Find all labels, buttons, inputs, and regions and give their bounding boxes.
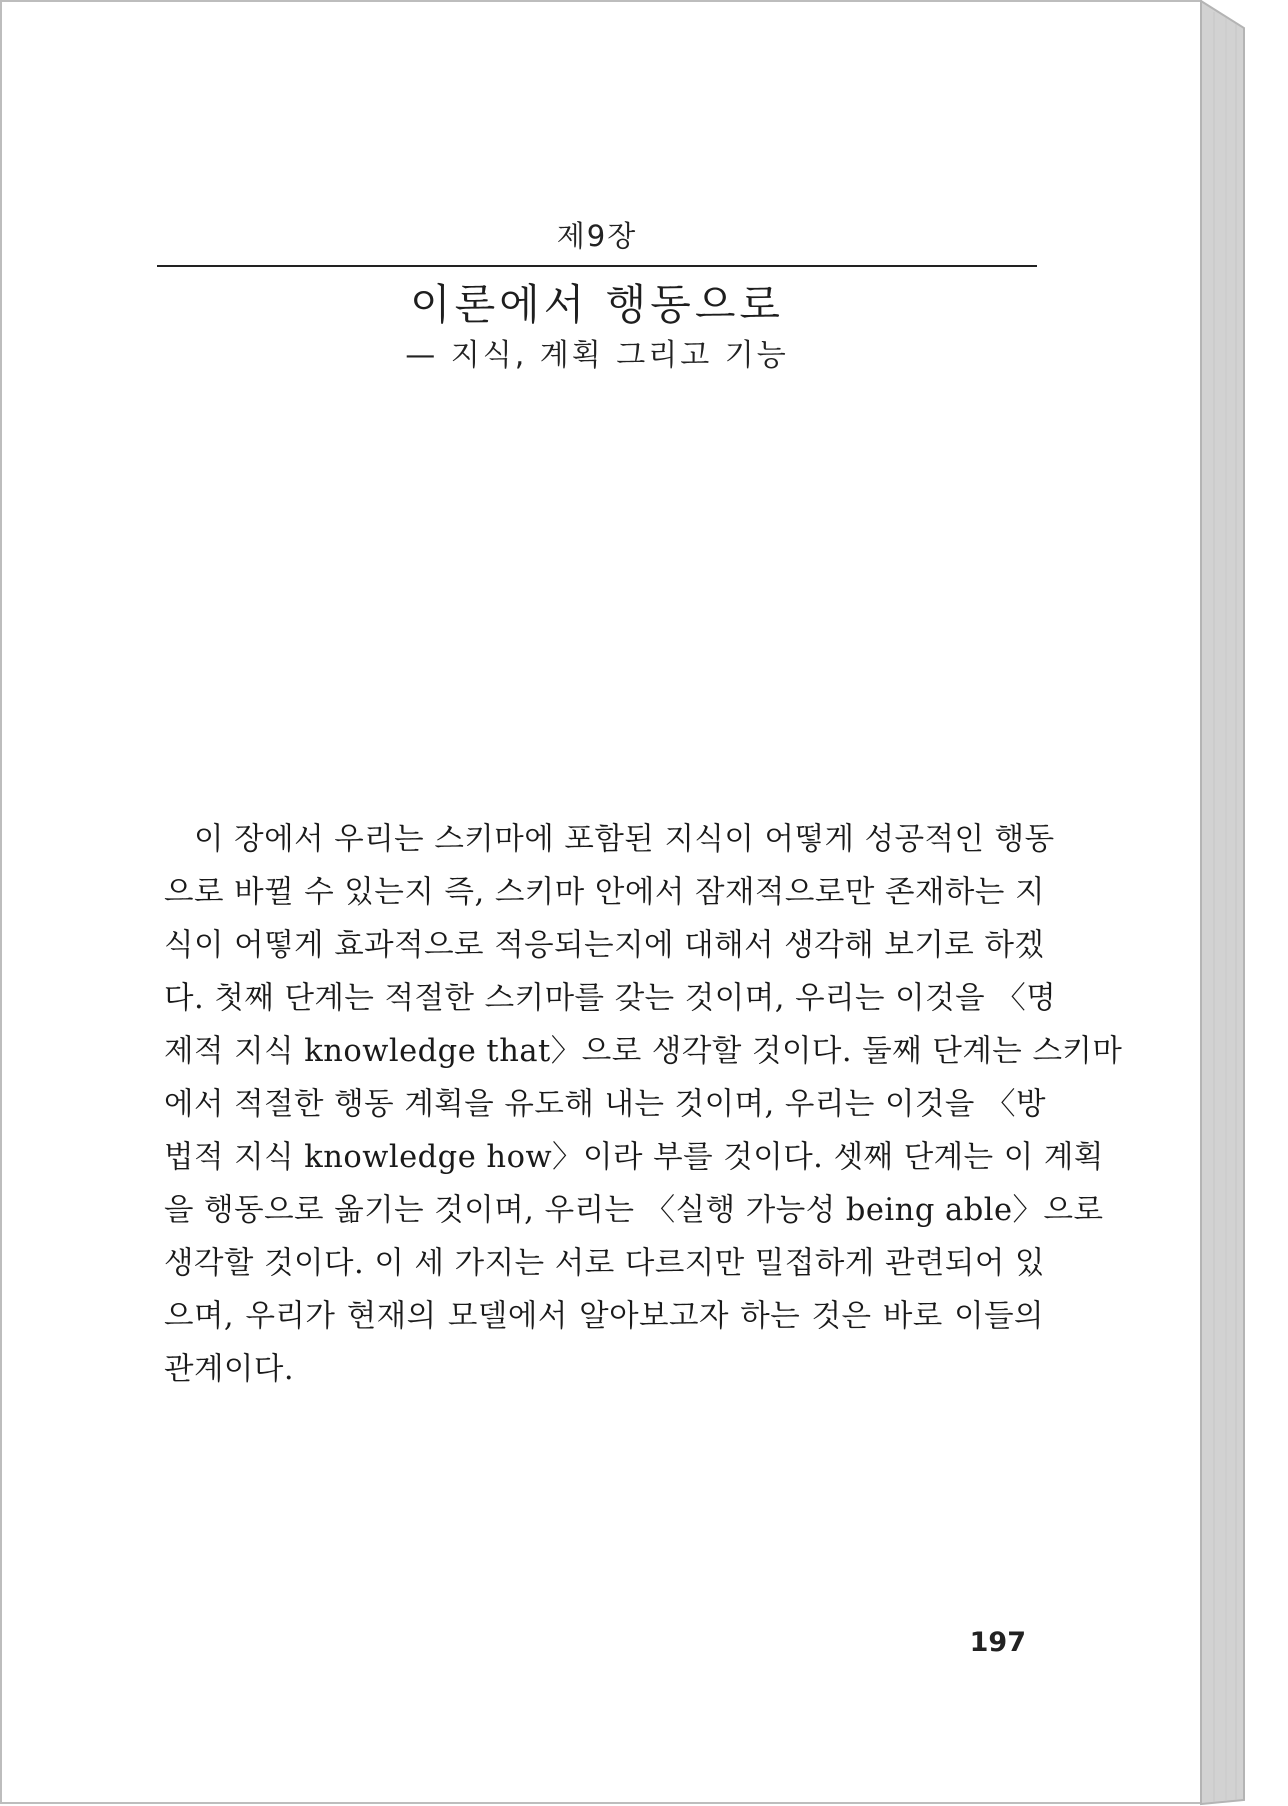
chapter-subtitle: — 지식, 계획 그리고 기능: [405, 338, 789, 373]
chapter-label: 제9장: [556, 219, 638, 253]
body-line: 관계이다.: [164, 1352, 295, 1387]
chapter-title: 이론에서 행동으로: [410, 280, 784, 329]
body-line: 에서 적절한 행동 계획을 유도해 내는 것이며, 우리는 이것을 〈방: [164, 1087, 1047, 1122]
body-paragraph: [164, 813, 1123, 1396]
body-line: 제적 지식 knowledge that〉으로 생각할 것이다. 둘째 단계는 스키마: [164, 1034, 1123, 1069]
title-divider: [157, 265, 1037, 267]
body-line: 으며, 우리가 현재의 모델에서 알아보고자 하는 것은 바로 이들의: [164, 1299, 1044, 1334]
body-line: 법적 지식 knowledge how〉이라 부를 것이다. 셋째 단계는 이 계획: [164, 1140, 1104, 1175]
body-line: 이 장에서 우리는 스키마에 포함된 지식이 어떻게 성공적인 행동: [194, 822, 1055, 857]
body-line: 식이 어떻게 효과적으로 적응되는지에 대해서 생각해 보기로 하겠: [164, 928, 1045, 963]
body-line: 을 행동으로 옮기는 것이며, 우리는 〈실행 가능성 being able〉으로: [164, 1193, 1104, 1228]
body-line: 으로 바뀔 수 있는지 즉, 스키마 안에서 잠재적으로만 존재하는 지: [164, 875, 1045, 910]
body-line: 다. 첫째 단계는 적절한 스키마를 갖는 것이며, 우리는 이것을 〈명: [164, 981, 1057, 1016]
page-number: 197: [969, 1627, 1026, 1658]
body-line: 생각할 것이다. 이 세 가지는 서로 다르지만 밀접하게 관련되어 있: [164, 1246, 1045, 1281]
